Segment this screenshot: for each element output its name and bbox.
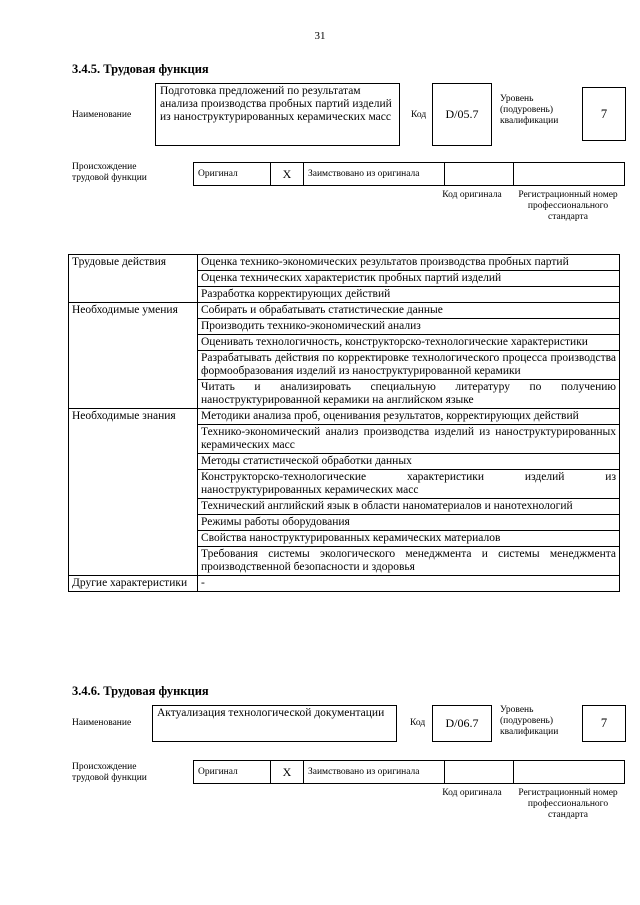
knowledge-item: Конструкторско-технологические характеристики изделий из наноструктурированных керамических масс	[198, 470, 620, 499]
level-value-box: 7	[582, 87, 626, 141]
name-label: Наименование	[72, 718, 132, 728]
level-value-box: 7	[582, 705, 626, 742]
original-code-caption: Код оригинала	[442, 190, 502, 200]
skill-item: Читать и анализировать специальную литературу по получению наноструктурированной керамики на английском языке	[198, 380, 620, 409]
knowledge-label: Необходимые знания	[69, 409, 198, 576]
function-name-box: Подготовка предложений по результатам анализа производства пробных партий изделий из наноструктурированных керамических масс	[155, 83, 400, 146]
labor-action-item: Разработка корректирующих действий	[198, 287, 620, 303]
reg-number-cell	[514, 761, 625, 784]
original-code-cell	[445, 761, 514, 784]
skills-label: Необходимые умения	[69, 303, 198, 409]
original-mark: X	[271, 761, 304, 784]
knowledge-item: Свойства наноструктурированных керамических материалов	[198, 531, 620, 547]
knowledge-item: Требования системы экологического менеджмента и системы менеджмента производственной безопасности и здоровья	[198, 547, 620, 576]
knowledge-item: Методы статистической обработки данных	[198, 454, 620, 470]
labor-function-table	[68, 254, 620, 592]
other-characteristics-value: -	[198, 576, 620, 592]
reg-number-caption: Регистрационный номер профессионального стандарта	[518, 788, 618, 820]
skill-item: Оценивать технологичность, конструкторско-технологические характеристики	[198, 335, 620, 351]
original-code-cell	[445, 163, 514, 186]
labor-action-item: Оценка технических характеристик пробных партий изделий	[198, 271, 620, 287]
skill-item: Собирать и обрабатывать статистические данные	[198, 303, 620, 319]
original-mark: X	[271, 163, 304, 186]
origin-label: Происхождение трудовой функции	[72, 162, 147, 183]
origin-label: Происхождение трудовой функции	[72, 762, 147, 783]
section-title: 3.4.5. Трудовая функция	[72, 62, 209, 76]
page-number: 31	[314, 30, 326, 42]
function-name-box: Актуализация технологической документации	[152, 705, 397, 742]
origin-table	[193, 162, 625, 186]
level-label: Уровень (подуровень) квалификации	[500, 94, 559, 126]
code-label: Код	[410, 718, 426, 728]
reg-number-cell	[514, 163, 625, 186]
borrowed-label: Заимствовано из оригинала	[304, 761, 445, 784]
origin-table	[193, 760, 625, 784]
labor-actions-label: Трудовые действия	[69, 255, 198, 303]
knowledge-item: Технический английский язык в области наноматериалов и нанотехнологий	[198, 499, 620, 515]
original-code-caption: Код оригинала	[442, 788, 502, 798]
knowledge-item: Режимы работы оборудования	[198, 515, 620, 531]
code-value-box: D/05.7	[432, 83, 492, 146]
skill-item: Разрабатывать действия по корректировке технологического процесса производства формообразования изделий из наноструктурированной керамики	[198, 351, 620, 380]
skill-item: Производить технико-экономический анализ	[198, 319, 620, 335]
code-label: Код	[411, 110, 427, 120]
labor-action-item: Оценка технико-экономических результатов производства пробных партий	[198, 255, 620, 271]
name-label: Наименование	[72, 110, 132, 120]
level-label: Уровень (подуровень) квалификации	[500, 705, 559, 737]
original-label: Оригинал	[194, 163, 271, 186]
reg-number-caption: Регистрационный номер профессионального стандарта	[518, 190, 618, 222]
section-title: 3.4.6. Трудовая функция	[72, 684, 209, 698]
original-label: Оригинал	[194, 761, 271, 784]
knowledge-item: Технико-экономический анализ производства изделий из наноструктурированных керамических масс	[198, 425, 620, 454]
code-value-box: D/06.7	[432, 705, 492, 742]
borrowed-label: Заимствовано из оригинала	[304, 163, 445, 186]
other-characteristics-label: Другие характеристики	[69, 576, 198, 592]
knowledge-item: Методики анализа проб, оценивания результатов, корректирующих действий	[198, 409, 620, 425]
